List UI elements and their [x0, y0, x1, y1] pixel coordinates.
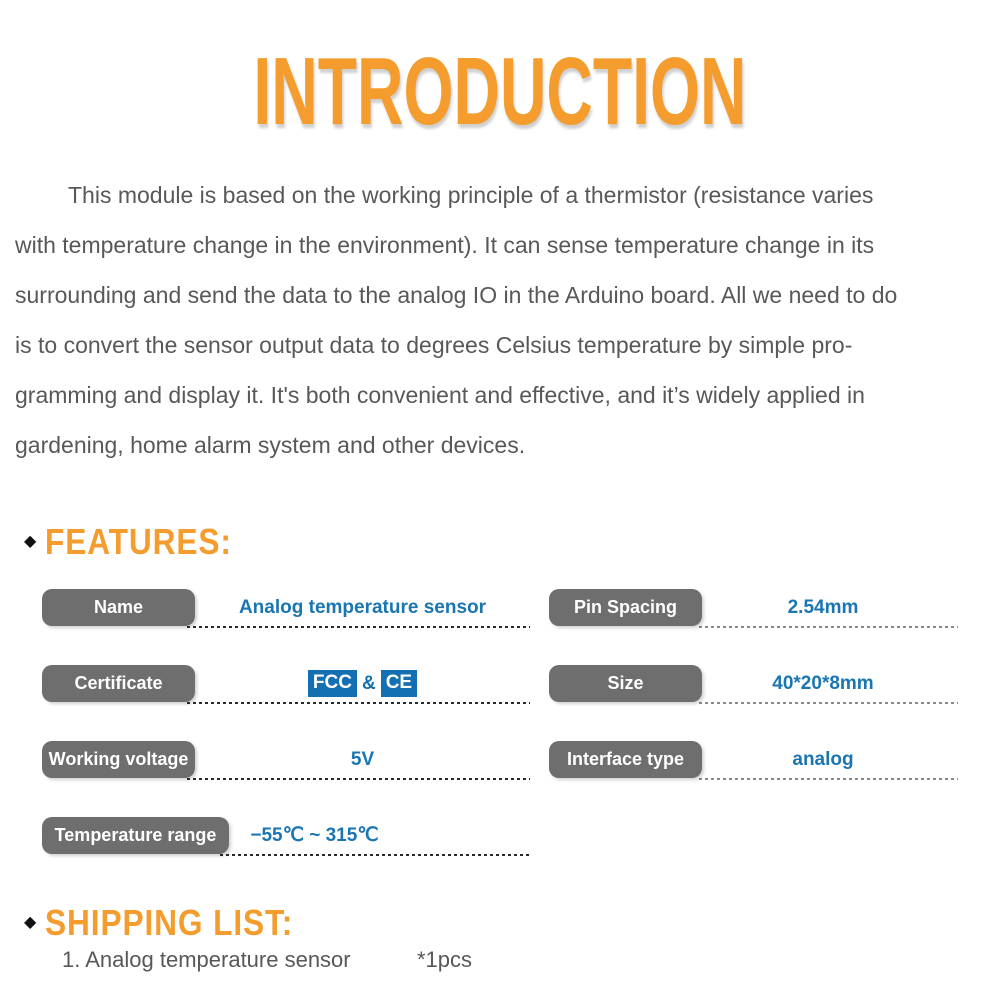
- shipping-section-heading: [24, 902, 327, 943]
- divider-dashed-line: [187, 702, 530, 704]
- feature-row-size: [549, 665, 958, 702]
- feature-label-interface-type: Interface type: [549, 741, 702, 778]
- feature-value-interface-type: analog: [792, 748, 854, 770]
- feature-value-certificate: [195, 665, 530, 702]
- feature-value-name: Analog temperature sensor: [238, 596, 487, 618]
- shipping-heading-text: SHIPPING LIST:: [45, 902, 294, 943]
- divider-dashed-line: [699, 778, 958, 780]
- feature-label-name: Name: [42, 589, 195, 626]
- feature-value-size: 40*20*8mm: [772, 672, 874, 694]
- intro-line: surrounding and send the data to the analog IO in the Arduino board. All we need to do: [15, 282, 898, 308]
- shipping-item-quantity: *1pcs: [417, 947, 473, 972]
- features-section-heading: [24, 521, 258, 562]
- fcc-badge: FCC: [308, 670, 357, 697]
- feature-row-certificate: [42, 665, 530, 702]
- feature-row-pin-spacing: [549, 589, 958, 626]
- feature-label-size: Size: [549, 665, 702, 702]
- feature-row-interface-type: [549, 741, 958, 778]
- feature-row-temperature-range: [42, 817, 530, 854]
- diamond-bullet-icon: ◆: [24, 533, 37, 550]
- feature-value-temperature-range: −55℃ ~ 315℃: [250, 825, 379, 846]
- feature-row-name: [42, 589, 530, 626]
- ce-badge: CE: [381, 670, 417, 697]
- intro-paragraph: [15, 170, 990, 470]
- feature-value-pin-spacing: 2.54mm: [787, 596, 859, 618]
- divider-dashed-line: [187, 626, 530, 628]
- intro-line: gardening, home alarm system and other devices.: [15, 432, 526, 458]
- intro-line: is to convert the sensor output data to degrees Celsius temperature by simple pro-: [15, 332, 853, 358]
- intro-line: gramming and display it. It's both convenient and effective, and it’s widely applied in: [15, 382, 865, 408]
- feature-label-pin-spacing: Pin Spacing: [549, 589, 702, 626]
- divider-dashed-line: [220, 854, 530, 856]
- intro-line: This module is based on the working principle of a thermistor (resistance varies: [68, 182, 874, 208]
- divider-dashed-line: [699, 702, 958, 704]
- divider-dashed-line: [187, 778, 530, 780]
- feature-row-working-voltage: [42, 741, 530, 778]
- feature-label-certificate: Certificate: [42, 665, 195, 702]
- features-heading-text: FEATURES:: [45, 521, 233, 562]
- feature-label-working-voltage: Working voltage: [42, 741, 195, 778]
- feature-value-working-voltage: 5V: [350, 748, 375, 770]
- diamond-bullet-icon: ◆: [24, 914, 37, 931]
- shipping-list-item: [62, 946, 473, 974]
- intro-line: with temperature change in the environment). It can sense temperature change in its: [15, 232, 875, 258]
- shipping-item-text: 1. Analog temperature sensor: [62, 947, 351, 972]
- page-title-text: INTRODUCTION: [253, 38, 747, 145]
- divider-dashed-line: [699, 626, 958, 628]
- feature-label-temperature-range: Temperature range: [42, 817, 229, 854]
- badge-separator: &: [361, 672, 376, 694]
- page-title: [0, 38, 1000, 145]
